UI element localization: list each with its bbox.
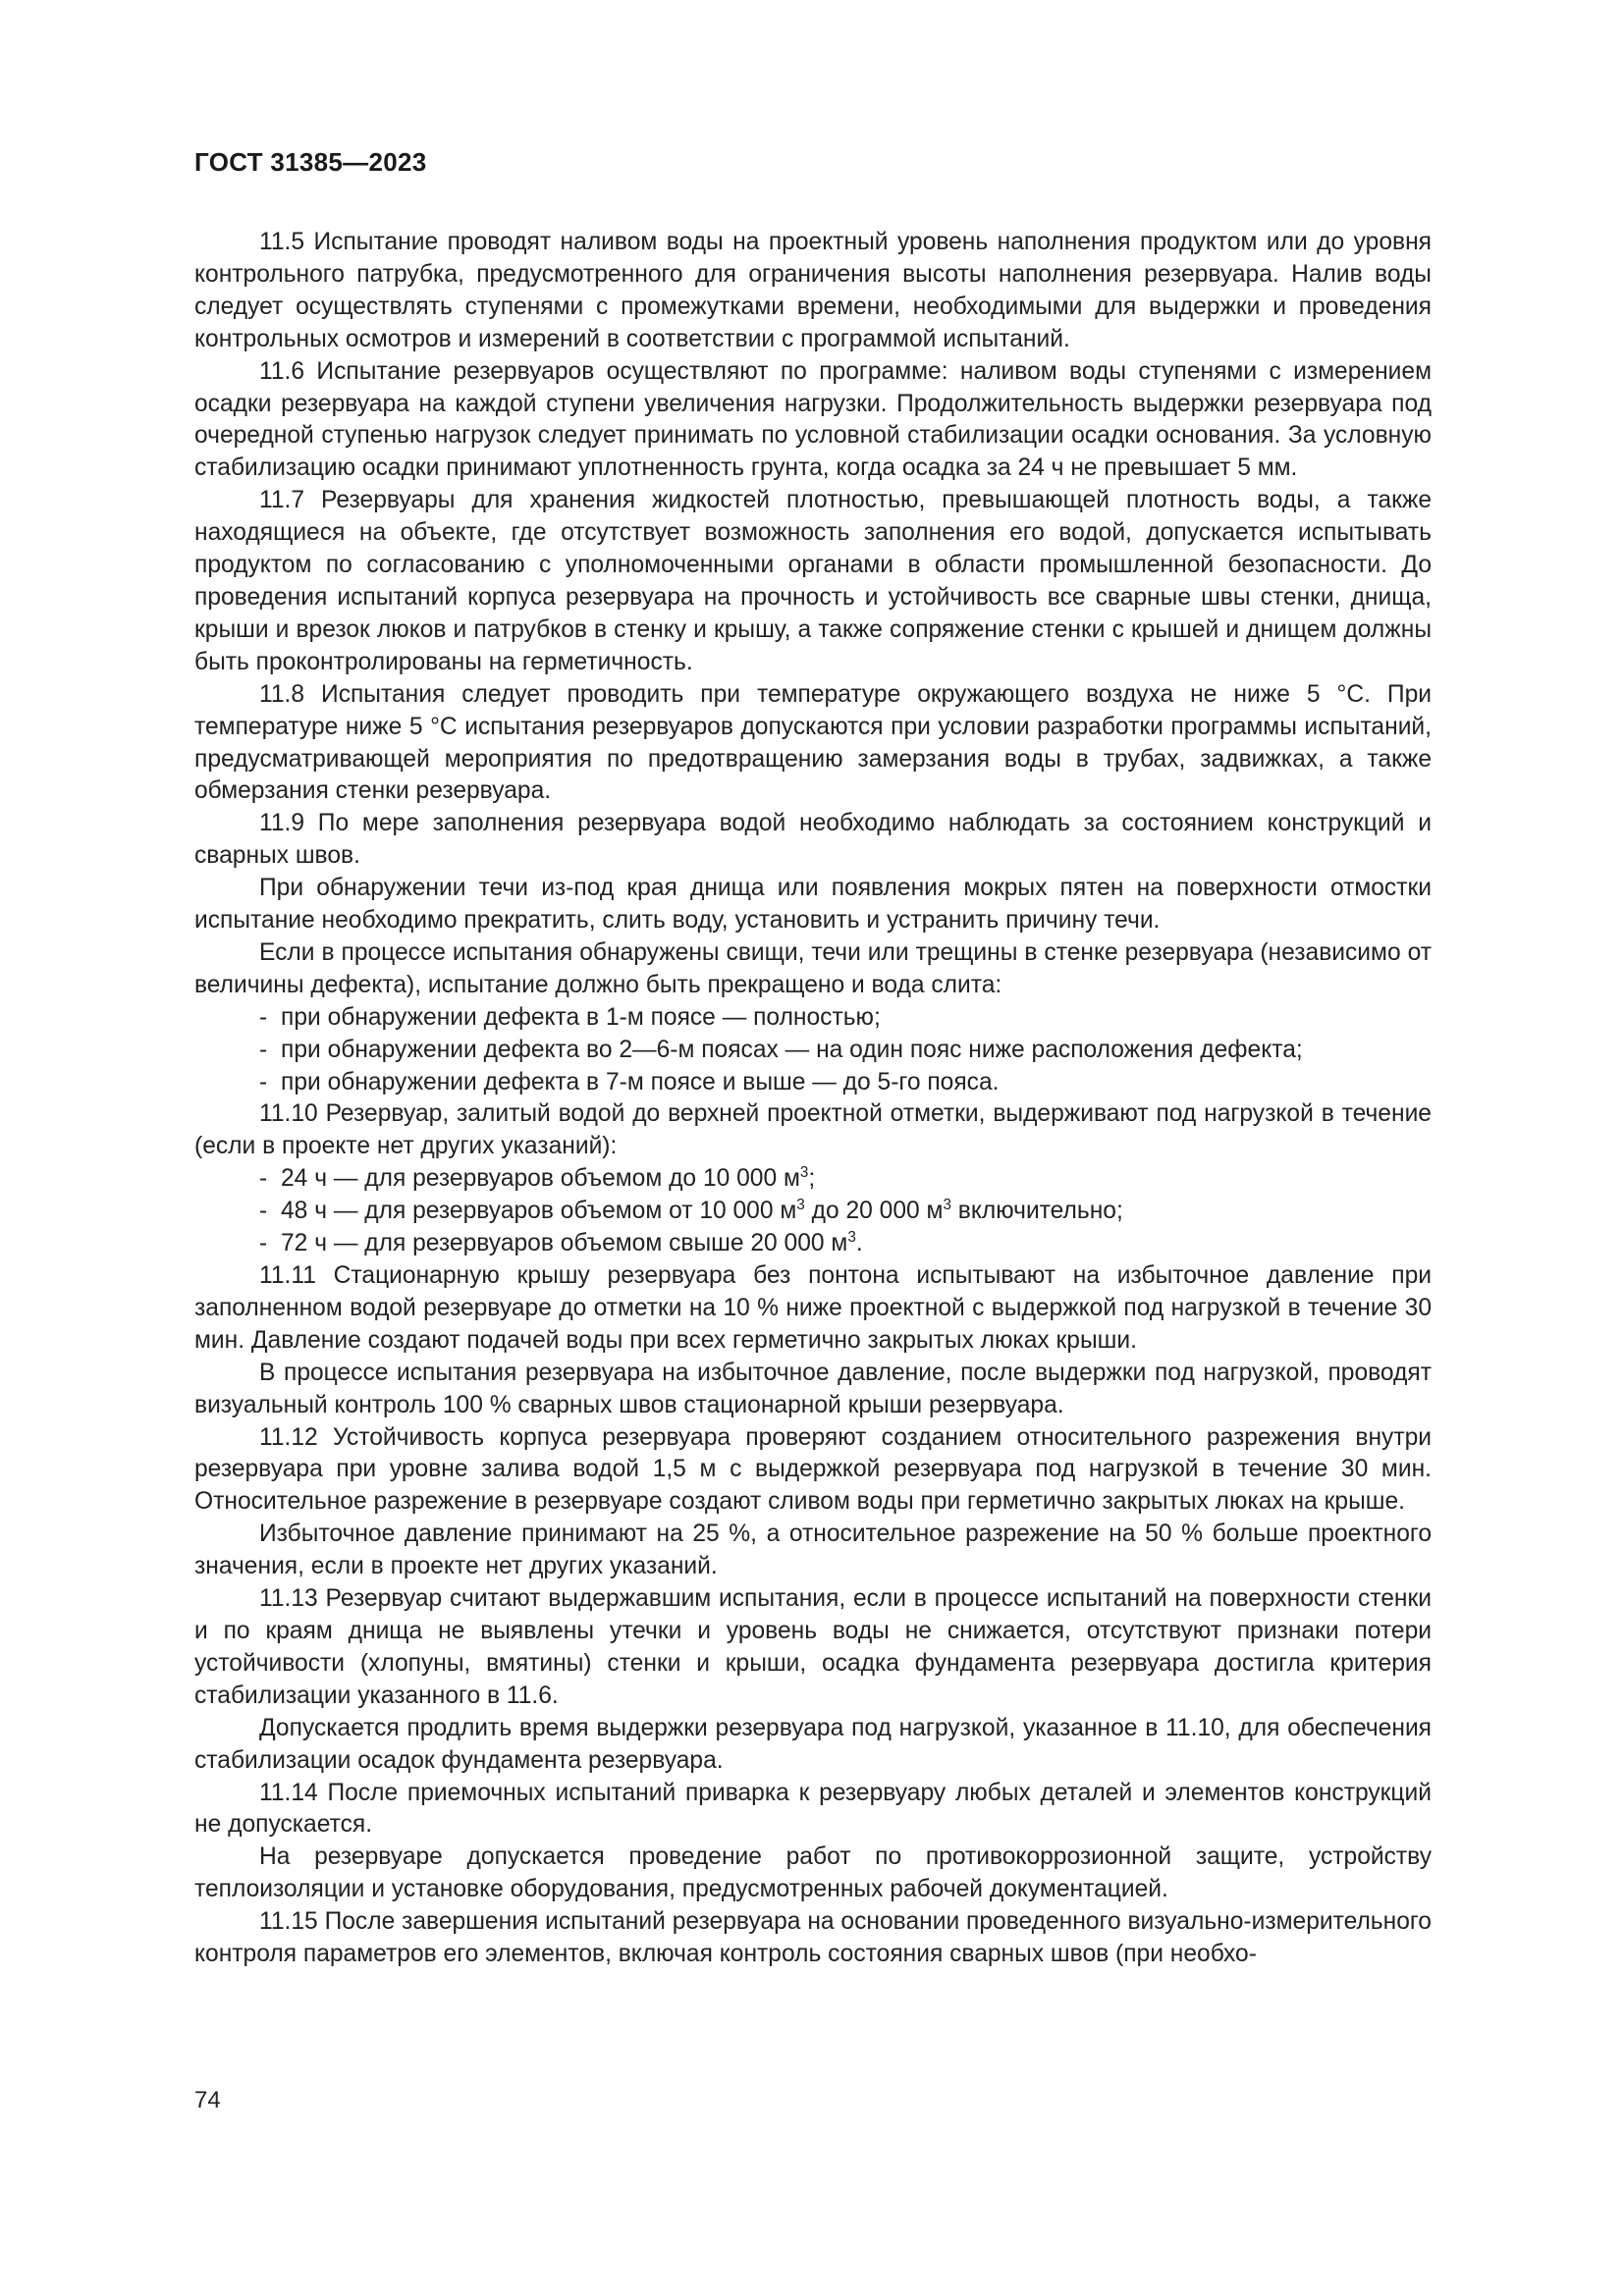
superscript-cube: 3 [943,1197,951,1213]
list-item-defect-1 [194,1002,1432,1035]
list-item-text: 48 ч — для резервуаров объемом от 10 000 м [281,1198,797,1225]
list-item-text-end: . [855,1230,863,1257]
superscript-cube: 3 [847,1228,856,1246]
superscript-cube: 3 [799,1164,809,1182]
list-item-text: при обнаружении дефекта в 1-м поясе — полностью; [281,1003,881,1031]
list-item-text-end: включительно; [950,1198,1123,1225]
paragraph-11-15: 11.15 После завершения испытаний резервуара на основании проведенного визуально-измерительного контроля параметров его элементов, включая контроль состояния сварных швов (при необхо- [194,1908,1432,1968]
list-item-text: при обнаружении дефекта во 2—6-м поясах — на один пояс ниже расположения дефекта; [281,1036,1303,1063]
list-dash: - [259,1003,268,1031]
paragraph-11-6: 11.6 Испытание резервуаров осуществляют по программе: наливом воды ступенями с измерением осадки резервуара на каждой ступени увеличения нагрузки. Продолжительность выдержки резервуара под очередной ступенью нагрузок следует принимать по условной стабилизации осадки основания. За условную стабилизацию осадки принимают уплотненность грунта, когда осадка за 24 ч не превышает 5 мм. [194,357,1432,482]
paragraph-11-8: 11.8 Испытания следует проводить при температуре окружающего воздуха не ниже 5 °С. При температуре ниже 5 °С испытания резервуаров допускаются при условии разработки программы испытаний, предусматривающей мероприятия по предотвращению замерзания воды в трубах, задвижках, а также обмерзания стенки резервуара. [194,680,1432,805]
paragraph-overpressure-control: В процессе испытания резервуара на избыточное давление, после выдержки под нагрузкой, проводят визуальный контроль 100 % сварных швов стационарной крыши резервуара. [194,1359,1432,1418]
list-dash: - [259,1198,268,1225]
superscript-cube: 3 [796,1197,805,1213]
page-number: 74 [194,2087,221,2113]
paragraph-pressure-values: Избыточное давление принимают на 25 %, а относительное разрежение на 50 % больше проектного значения, если в проекте нет других указаний. [194,1521,1432,1580]
list-item-text: при обнаружении дефекта в 7-м поясе и выше — до 5-го пояса. [281,1068,1000,1095]
list-item-hold-72h [194,1228,1432,1260]
paragraph-11-10: 11.10 Резервуар, залитый водой до верхней проектной отметки, выдерживают под нагрузкой в течение (если в проекте нет других указаний): [194,1100,1432,1160]
list-item-defect-3 [194,1067,1432,1099]
paragraph-11-9: 11.9 По мере заполнения резервуара водой необходимо наблюдать за состоянием конструкций и сварных швов. [194,810,1432,870]
document-code-header: ГОСТ 31385—2023 [194,147,427,177]
document-body [194,227,1432,1971]
list-item-text-end: ; [808,1165,816,1193]
paragraph-11-14: 11.14 После приемочных испытаний приварка к резервуару любых деталей и элементов конструкций не допускается. [194,1779,1432,1839]
list-item-text: 24 ч — для резервуаров объемом до 10 000 м [281,1165,800,1193]
list-item-text-mid: до 20 000 м [804,1198,944,1225]
list-item-hold-48h [194,1196,1432,1228]
paragraph-11-5: 11.5 Испытание проводят наливом воды на проектный уровень наполнения продуктом или до уровня контрольного патрубка, предусмотренного для ограничения высоты наполнения резервуара. Налив воды следует осуществлять ступенями с промежутками времени, необходимыми для выдержки и проведения контрольных осмотров и измерений в соответствии с программой испытаний. [194,229,1432,352]
list-dash: - [259,1036,268,1063]
list-item-hold-24h [194,1163,1432,1196]
paragraph-leak-stop: При обнаружении течи из-под края днища или появления мокрых пятен на поверхности отмостки испытание необходимо прекратить, слить воду, установить и устранить причину течи. [194,875,1432,934]
paragraph-hold-extension: Допускается продлить время выдержки резервуара под нагрузкой, указанное в 11.10, для обеспечения стабилизации осадок фундамента резервуара. [194,1714,1432,1774]
list-item-defect-2 [194,1035,1432,1067]
list-dash: - [259,1068,268,1095]
list-item-text: 72 ч — для резервуаров объемом свыше 20 000 м [281,1230,848,1257]
paragraph-11-7: 11.7 Резервуары для хранения жидкостей плотностью, превышающей плотность воды, а также находящиеся на объекте, где отсутствует возможность заполнения его водой, допускается испытывать продуктом по согласованию с уполномоченными органами в области промышленной безопасности. До проведения испытаний корпуса резервуара на прочность и устойчивость все сварные швы стенки, днища, крыши и врезок люков и патрубков в стенку и крышу, а также сопряжение стенки с крышей и днищем должны быть проконтролированы на герметичность. [194,487,1432,675]
list-dash: - [259,1230,268,1257]
paragraph-11-13: 11.13 Резервуар считают выдержавшим испытания, если в процессе испытаний на поверхности стенки и по краям днища не выявлены утечки и уровень воды не снижается, отсутствуют признаки потери устойчивости (хлопуны, вмятины) стенки и крыши, осадка фундамента резервуара достигла критерия стабилизации указанного в 11.6. [194,1585,1432,1709]
paragraph-allowed-works: На резервуаре допускается проведение работ по противокоррозионной защите, устройству теплоизоляции и установке оборудования, предусмотренных рабочей документацией. [194,1843,1432,1903]
paragraph-defects-intro: Если в процессе испытания обнаружены свищи, течи или трещины в стенке резервуара (независимо от величины дефекта), испытание должно быть прекращено и вода слита: [194,938,1432,998]
paragraph-11-12: 11.12 Устойчивость корпуса резервуара проверяют созданием относительного разрежения внутри резервуара при уровне залива водой 1,5 м с выдержкой резервуара под нагрузкой в течение 30 мин. Относительное разрежение в резервуаре создают сливом воды при герметично закрытых люках на крыше. [194,1423,1432,1516]
paragraph-11-11: 11.11 Стационарную крышу резервуара без понтона испытывают на избыточное давление при заполненном водой резервуаре до отметки на 10 % ниже проектной с выдержкой под нагрузкой в течение 30 мин. Давление создают подачей воды при всех герметично закрытых люках крыши. [194,1262,1432,1354]
list-dash: - [259,1165,268,1193]
